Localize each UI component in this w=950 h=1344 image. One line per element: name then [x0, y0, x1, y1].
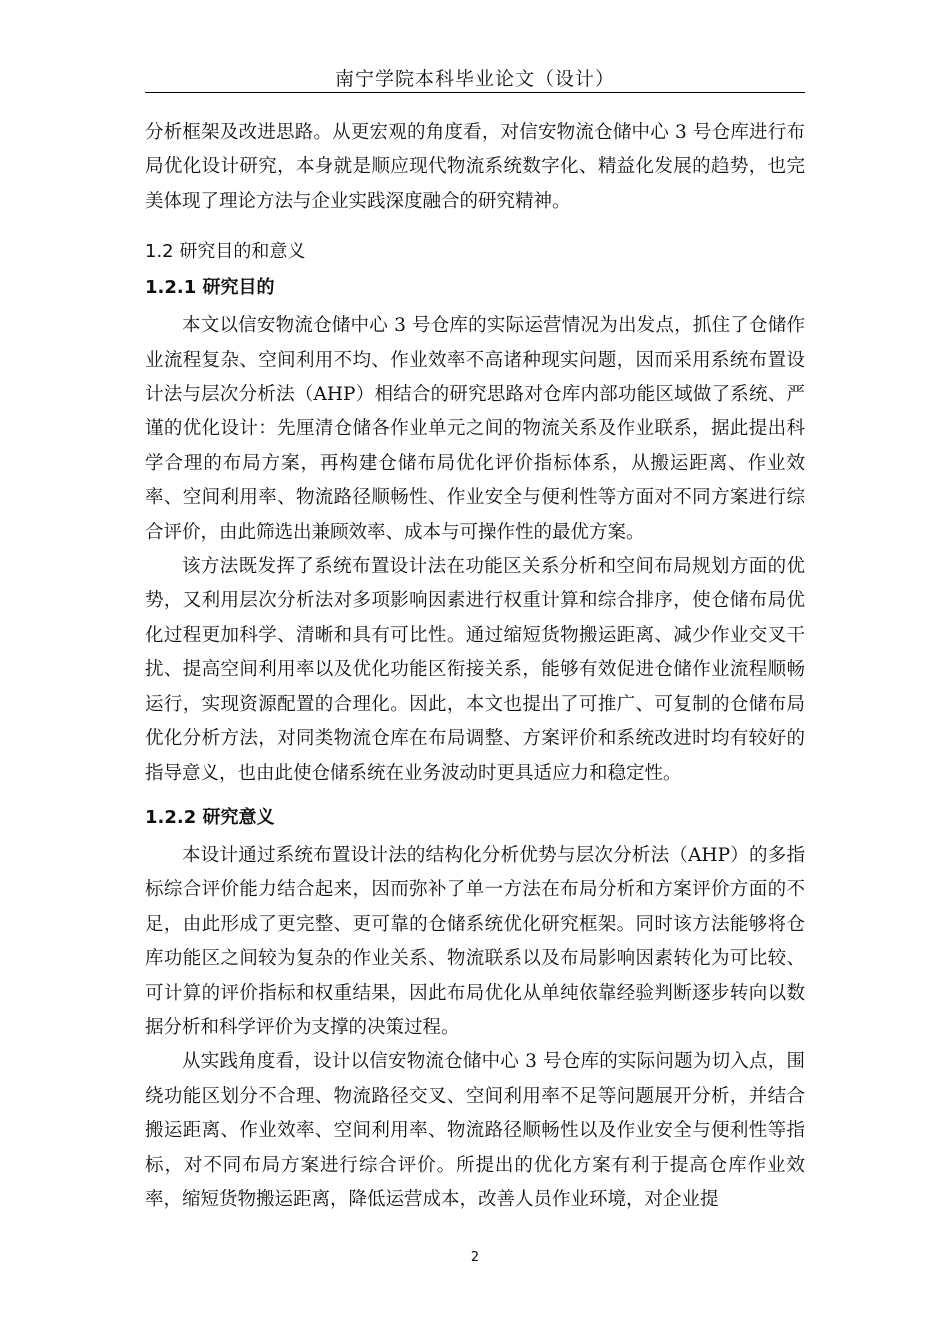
purpose-paragraph-1: 本文以信安物流仓储中心 3 号仓库的实际运营情况为出发点，抓住了仓储作业流程复杂、空间利用不均、作业效率不高诸种现实问题，因而采用系统布置设计法与层次分析法（AHP）相结合的研究思路对仓库内部功能区域做了系统、严谨的优化设计：先厘清仓储各作业单元之间的物流关系及作业联系，据此提出科学合理的布局方案，再构建仓储布局优化评价指标体系，从搬运距离、作业效率、空间利用率、物流路径顺畅性、作业安全与便利性等方面对不同方案进行综合评价，由此筛选出兼顾效率、成本与可操作性的最优方案。 — [145, 315, 805, 543]
intro-paragraph: 分析框架及改进思路。从更宏观的角度看，对信安物流仓储中心 3 号仓库进行布局优化设计研究，本身就是顺应现代物流系统数字化、精益化发展的趋势，也完美体现了理论方法与企业实践深度融合的研究精神。 — [145, 122, 805, 212]
significance-paragraph-2: 从实践角度看，设计以信安物流仓储中心 3 号仓库的实际问题为切入点，围绕功能区划分不合理、物流路径交叉、空间利用率不足等问题展开分析，并结合搬运距离、作业效率、空间利用率、物流路径顺畅性以及作业安全与便利性等指标，对不同布局方案进行综合评价。所提出的优化方案有利于提高仓库作业效率，缩短货物搬运距离，降低运营成本，改善人员作业环境，对企业提 — [145, 1051, 805, 1210]
section-heading-1-2-1: 1.2.1 研究目的 — [145, 277, 275, 299]
running-header: 南宁学院本科毕业论文（设计） — [334, 68, 615, 90]
section-heading-1-2: 1.2 研究目的和意义 — [145, 241, 306, 263]
page-number: 2 — [470, 1250, 480, 1265]
page-body — [145, 116, 805, 1217]
purpose-paragraph-2: 该方法既发挥了系统布置设计法在功能区关系分析和空间布局规划方面的优势，又利用层次分析法对多项影响因素进行权重计算和综合排序，使仓储布局优化过程更加科学、清晰和具有可比性。通过缩短货物搬运距离、减少作业交叉干扰、提高空间利用率以及优化功能区衔接关系，能够有效促进仓储作业流程顺畅运行，实现资源配置的合理化。因此，本文也提出了可推广、可复制的仓储布局优化分析方法，对同类物流仓库在布局调整、方案评价和系统改进时均有较好的指导意义，也由此使仓储系统在业务波动时更具适应力和稳定性。 — [145, 556, 805, 784]
header-rule — [145, 92, 805, 93]
significance-paragraph-1: 本设计通过系统布置设计法的结构化分析优势与层次分析法（AHP）的多指标综合评价能力结合起来，因而弥补了单一方法在布局分析和方案评价方面的不足，由此形成了更完整、更可靠的仓储系统优化研究框架。同时该方法能够将仓库功能区之间较为复杂的作业关系、物流联系以及布局影响因素转化为可比较、可计算的评价指标和权重结果，因此布局优化从单纯依靠经验判断逐步转向以数据分析和科学评价为支撑的决策过程。 — [145, 844, 805, 1038]
section-heading-1-2-2: 1.2.2 研究意义 — [145, 806, 275, 828]
